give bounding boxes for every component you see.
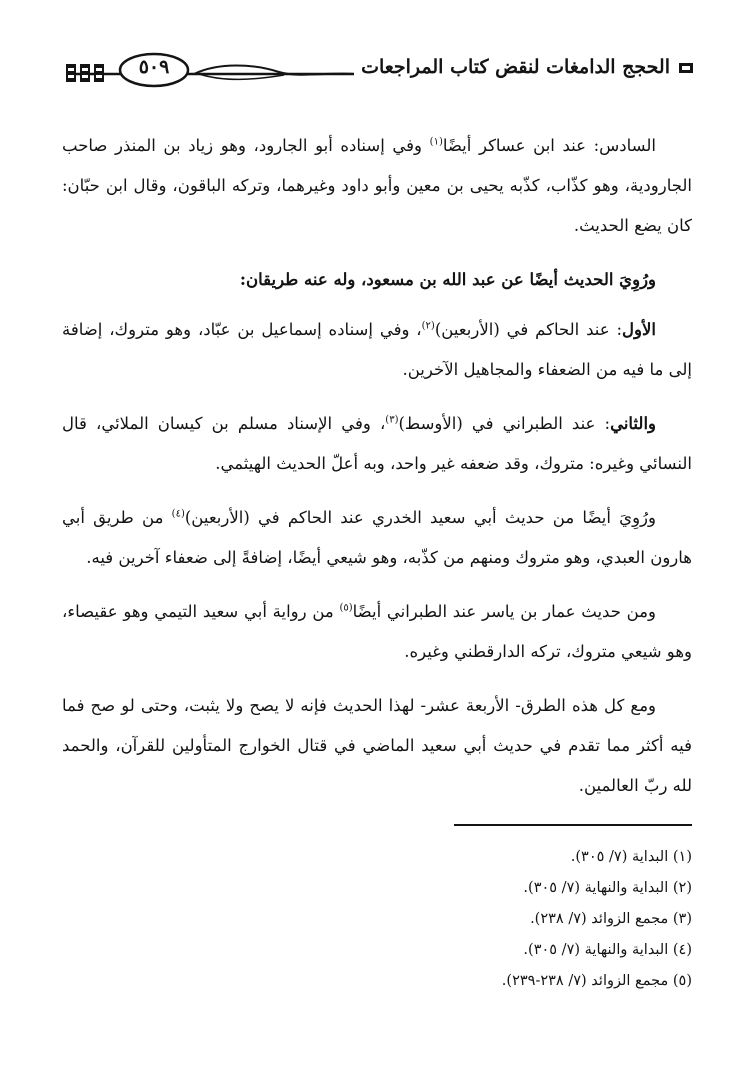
paragraph: ورُوِيَ أيضًا من حديث أبي سعيد الخدري عند الحاكم في (الأربعين)$^{(٤)}$ من طريق أبي هارون العبدي، وهو متروك ومنهم من كذّبه، وهو شيعي أيضًا، إضافةً إلى ضعفاء آخرين فيه. [62, 508, 692, 567]
footnote-marker: (٤) [171, 508, 185, 520]
footnote-marker: (٢) [421, 320, 435, 332]
header-ornament-icon [678, 61, 694, 75]
paragraph: والثاني: عند الطبراني في (الأوسط)$^{(٣)}$، وفي الإسناد مسلم بن كيسان الملائي، قال النسائي وغيره: متروك، وقد ضعفه غير واحد، وبه أعلّ الحديث الهيثمي. [62, 414, 692, 473]
page-number: ٥٠٩ [138, 56, 170, 78]
paragraph: الأول: عند الحاكم في (الأربعين)$^{(٢)}$، وفي إسناده إسماعيل بن عبّاد، وهو متروك، إضافة إلى ما فيه من الضعفاء والمجاهيل الآخرين. [62, 320, 692, 379]
page-number-ornament-icon [64, 50, 364, 90]
footnote: (٢) البداية والنهاية (٧/ ٣٠٥). [523, 880, 692, 896]
running-title: الحجج الدامغات لنقض كتاب المراجعات [361, 56, 670, 78]
footnote: (١) البداية (٧/ ٣٠٥). [570, 849, 692, 865]
paragraph: ومن حديث عمار بن ياسر عند الطبراني أيضًا$^{(٥)}$ من رواية أبي سعيد التيمي وهو عقيصاء، وهو شيعي متروك، تركه الدارقطني وغيره. [62, 602, 692, 661]
paragraph: ومع كل هذه الطرق- الأربعة عشر- لهذا الحديث فإنه لا يصح ولا يثبت، وحتى لو صح فما فيه أكثر مما تقدم في حديث أبي سعيد الماضي في قتال الخوارج المتأولين للقرآن، والحمد لله ربّ العالمين. [62, 696, 692, 795]
page-header [64, 50, 694, 90]
footnote-marker: (١) [429, 136, 443, 148]
footnote-marker: (٥) [339, 602, 353, 614]
footnote-marker: (٣) [385, 414, 399, 426]
footnote-divider [454, 824, 692, 826]
paragraph: السادس: عند ابن عساكر أيضًا$^{(١)}$ وفي إسناده أبو الجارود، وهو زياد بن المنذر صاحب الجارودية، وهو كذّاب، كذّبه يحيى بن معين وأبو داود وغيرهما، وتركه الباقون، وقال ابن حبّان: كان يضع الحديث. [62, 136, 692, 235]
footnote: (٥) مجمع الزوائد (٧/ ٢٣٨-٢٣٩). [501, 973, 692, 989]
footnotes [72, 842, 692, 997]
footnote: (٤) البداية والنهاية (٧/ ٣٠٥). [523, 942, 692, 958]
footnote: (٣) مجمع الزوائد (٧/ ٢٣٨). [530, 911, 692, 927]
paragraph: ورُوِيَ الحديث أيضًا عن عبد الله بن مسعود، وله عنه طريقان: [239, 270, 656, 289]
body-text [62, 126, 692, 820]
